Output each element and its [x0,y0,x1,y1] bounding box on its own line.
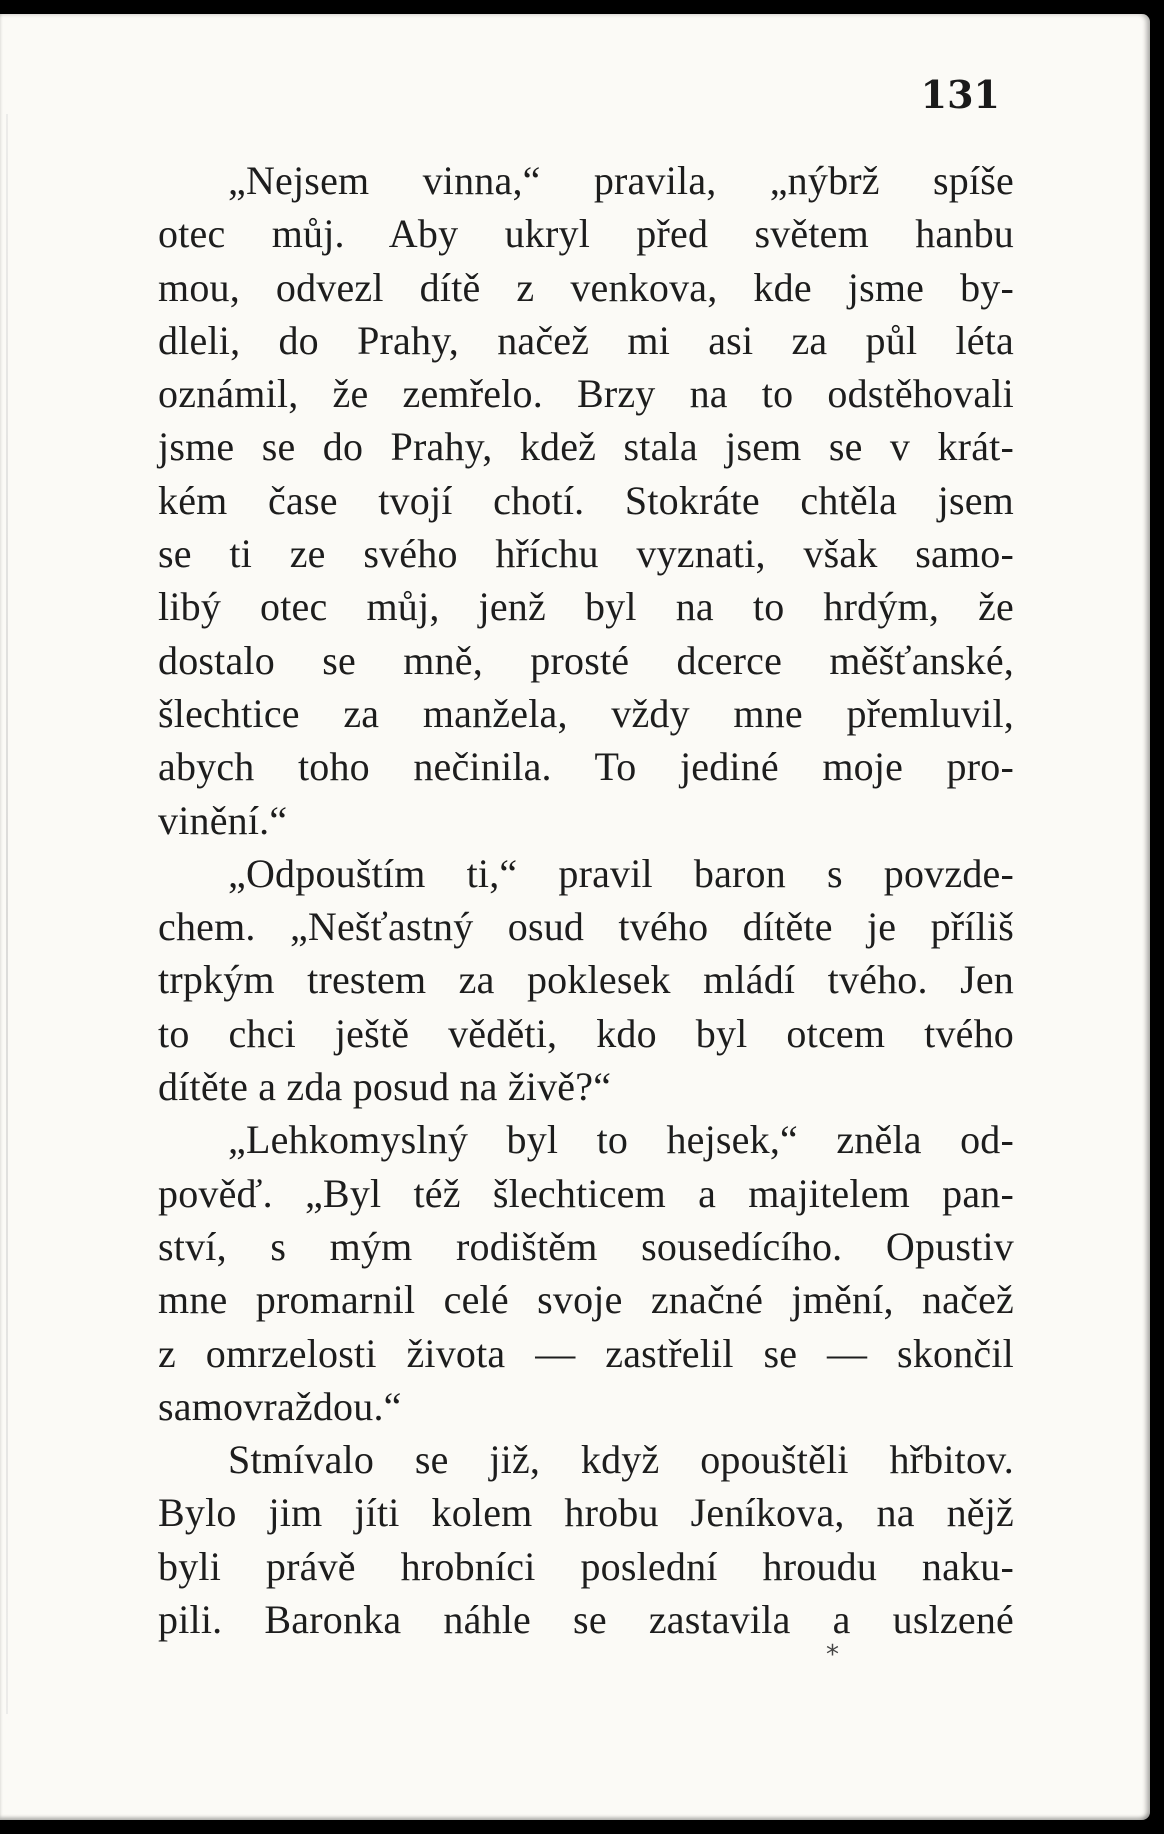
text-line: pili. Baronka náhle se zastavila a uslzené [158,1597,1014,1643]
text-line: kém čase tvojí chotí. Stokráte chtěla jsem [158,477,1014,523]
text-line: šlechtice za manžela, vždy mne přemluvil, [158,690,1014,736]
page-edge-shadow [6,114,8,1714]
text-line: oznámil, že zemřelo. Brzy na to odstěhovali [158,371,1014,417]
text-line: otec můj. Aby ukryl před světem hanbu [158,211,1014,257]
text-line: pověď. „Byl též šlechticem a majitelem pan- [158,1170,1014,1216]
text-line: byli právě hrobníci poslední hroudu naku- [158,1543,1014,1589]
text-line: chem. „Nešťastný osud tvého dítěte je příliš [158,904,1014,950]
text-line: libý otec můj, jenž byl na to hrdým, že [158,584,1014,630]
page-number: 131 [920,72,1000,117]
text-line: Stmívalo se již, když opouštěli hřbitov. [228,1437,1014,1483]
text-line: dítěte a zda posud na živě?“ [158,1064,612,1110]
text-line: trpkým trestem za poklesek mládí tvého. Jen [158,957,1014,1003]
text-line: mou, odvezl dítě z venkova, kde jsme by- [158,264,1014,310]
text-line: jsme se do Prahy, kdež stala jsem se v krát- [158,424,1014,470]
signature-mark: * [826,1640,839,1670]
text-line: mne promarnil celé svoje značné jmění, načež [158,1277,1014,1323]
text-line: „Nejsem vinna,“ pravila, „nýbrž spíše [228,158,1014,203]
body-text [158,154,1014,1646]
text-line: „Odpouštím ti,“ pravil baron s povzde- [228,850,1014,896]
book-page [0,14,1150,1820]
text-line: vinění.“ [158,797,288,843]
text-line: abych toho nečinila. To jediné moje pro- [158,744,1014,790]
text-line: samovraždou.“ [158,1383,402,1429]
text-line: dostalo se mně, prosté dcerce měšťanské, [158,637,1014,683]
text-line: „Lehkomyslný byl to hejsek,“ zněla od- [228,1117,1014,1163]
text-line: dleli, do Prahy, načež mi asi za půl léta [158,317,1014,363]
text-line: ství, s mým rodištěm sousedícího. Opustiv [158,1223,1014,1269]
text-line: z omrzelosti života — zastřelil se — skončil [158,1330,1014,1376]
text-line: to chci ještě věděti, kdo byl otcem tvého [158,1010,1014,1056]
text-line: Bylo jim jíti kolem hrobu Jeníkova, na nějž [158,1490,1014,1536]
text-line: se ti ze svého hříchu vyznati, však samo- [158,531,1014,577]
